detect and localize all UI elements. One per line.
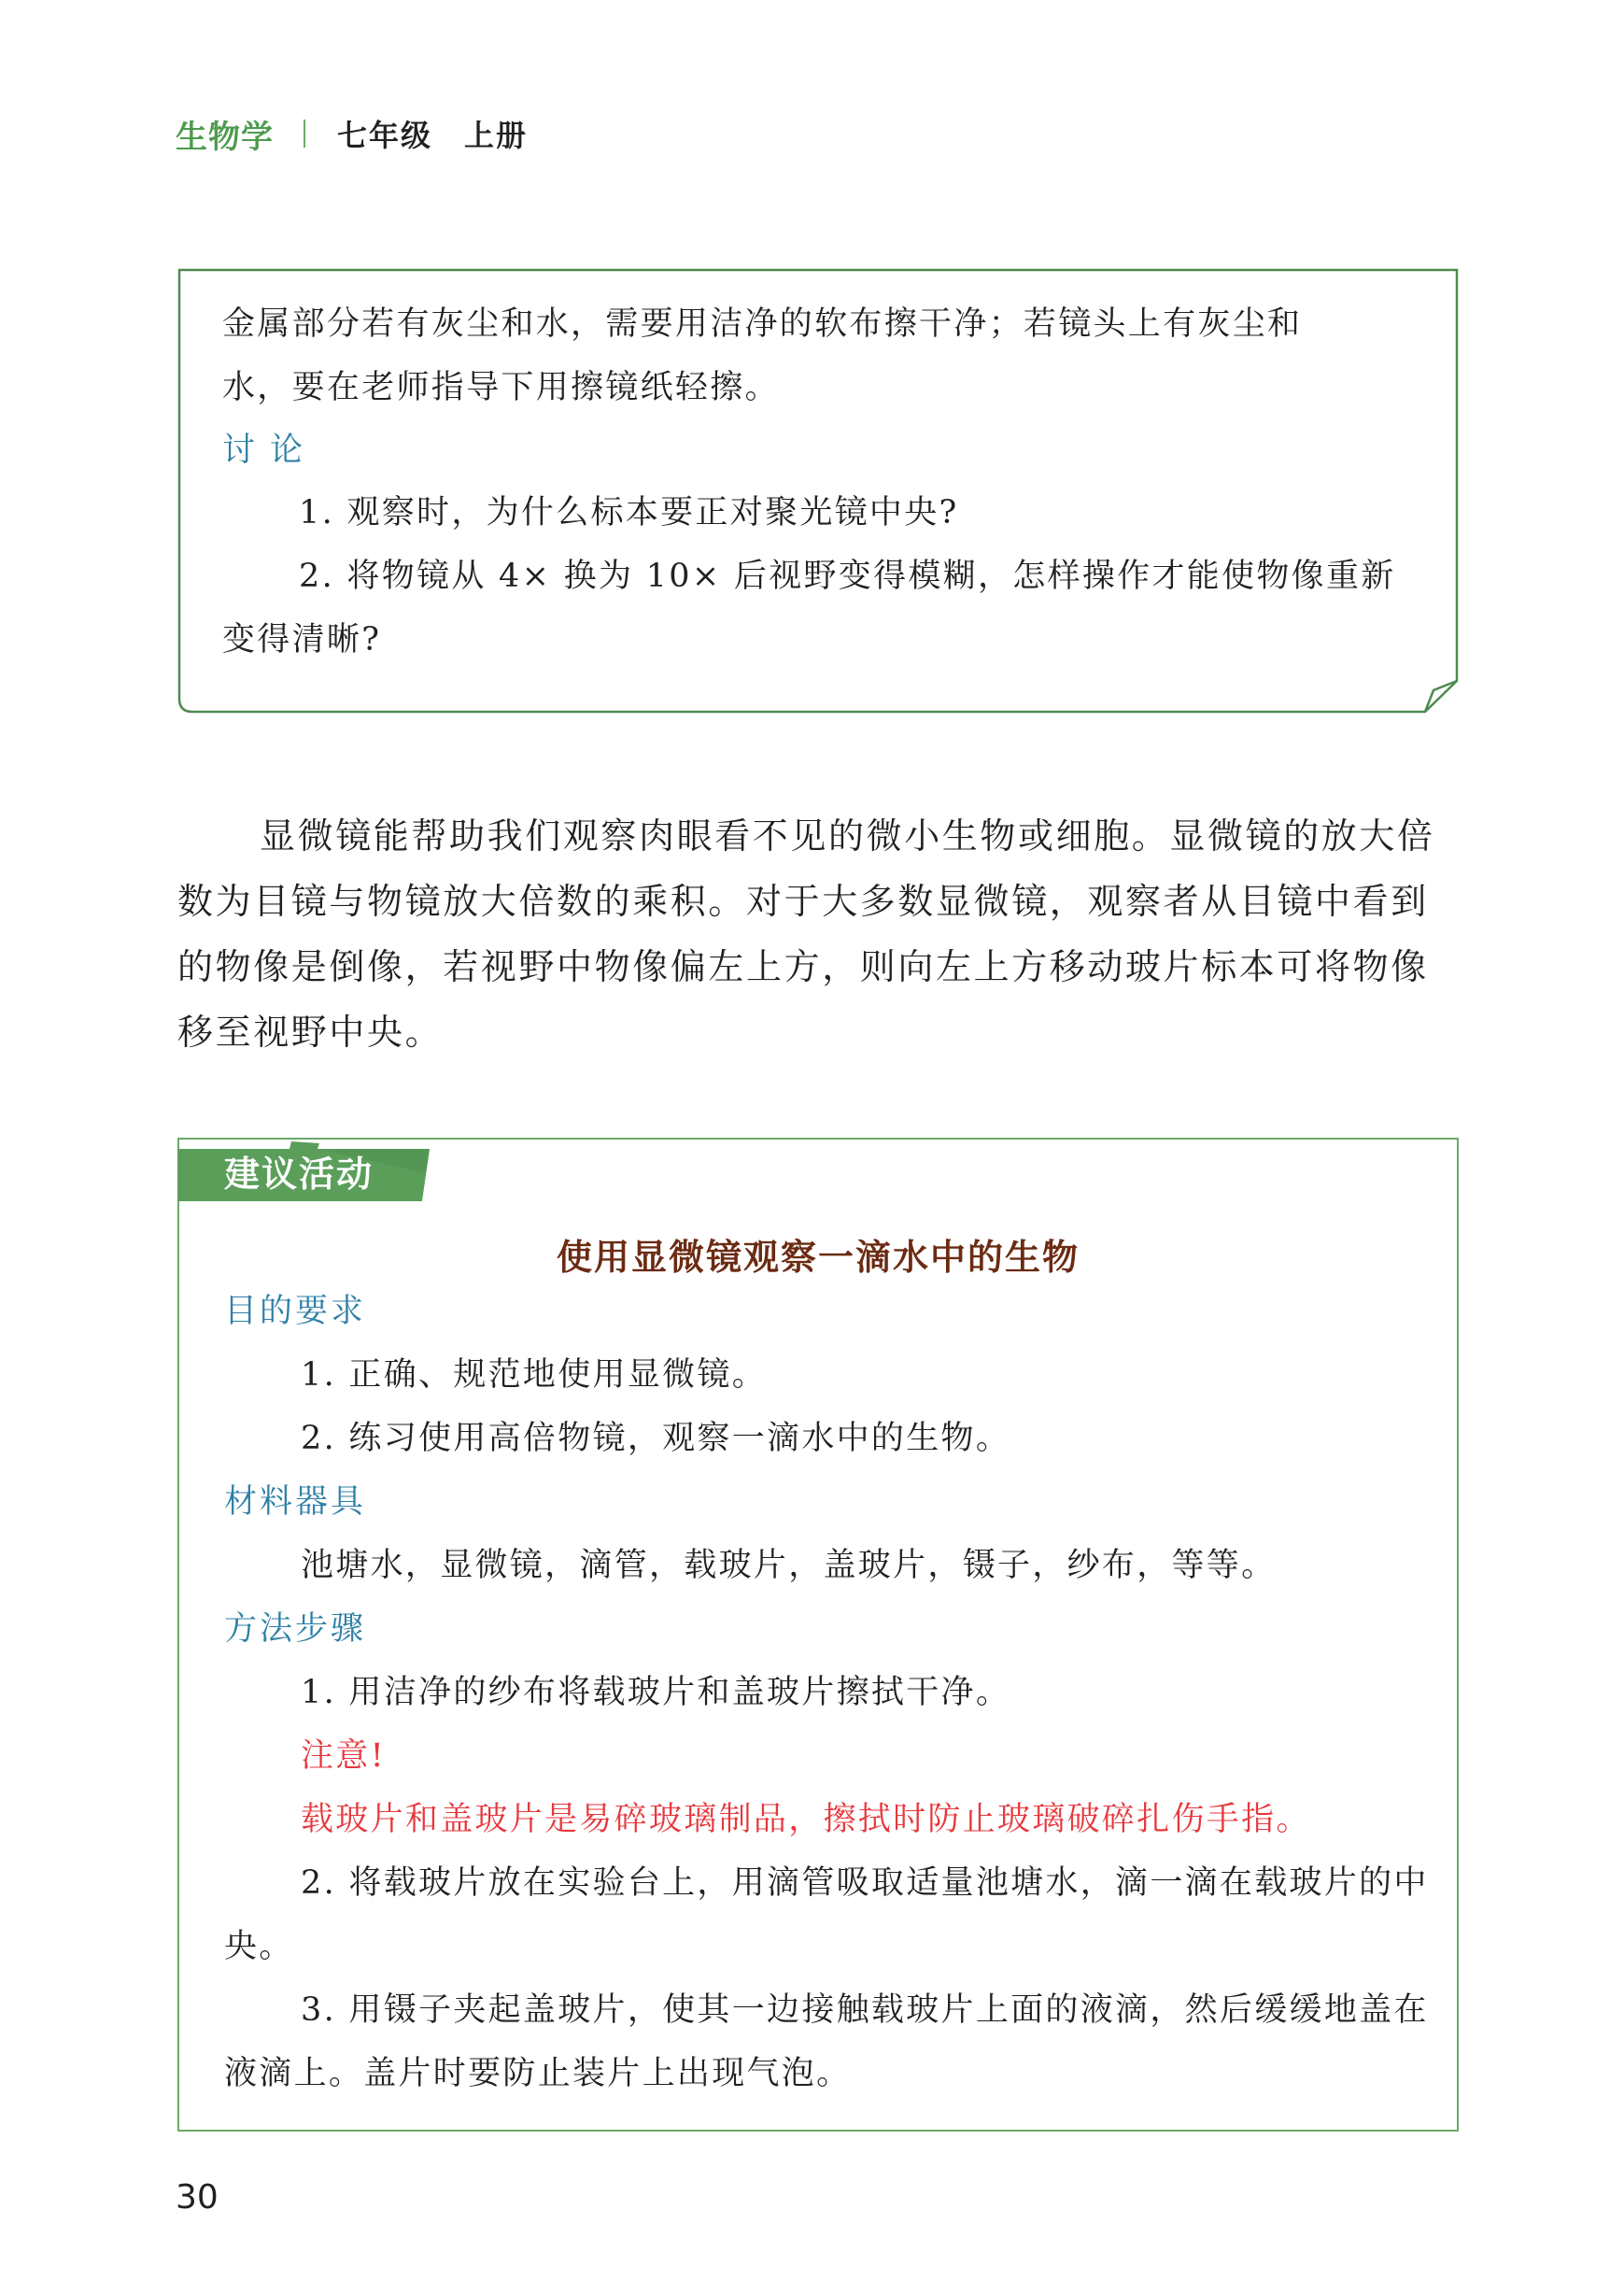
experiment-box-content xyxy=(222,292,1427,672)
page-header xyxy=(176,110,528,157)
activity-tab xyxy=(177,1136,430,1203)
intro-line-1: 金属部分若有灰尘和水，需要用洁净的软布擦干净；若镜头上有灰尘和 xyxy=(222,305,1303,343)
subject-title: 生物学 xyxy=(176,118,274,156)
materials-title: 材料器具 xyxy=(224,1483,367,1521)
question-1: 1. 观察时，为什么标本要正对聚光镜中央? xyxy=(299,494,959,531)
goal-1: 1. 正确、规范地使用显微镜。 xyxy=(301,1356,768,1394)
main-text xyxy=(177,803,1457,1065)
experiment-box xyxy=(177,268,1459,714)
activity-content xyxy=(224,1280,1429,2105)
grade-label: 七年级 上册 xyxy=(337,118,529,153)
activity-title: 使用显微镜观察一滴水中的生物 xyxy=(556,1236,1080,1278)
step-2: 2. 将载玻片放在实验台上，用滴管吸取适量池塘水，滴一滴在载玻片的中央。 xyxy=(224,1864,1429,1965)
intro-line-2: 水，要在老师指导下用擦镜纸轻擦。 xyxy=(222,369,780,406)
question-2: 2. 将物镜从 4× 换为 10× 后视野变得模糊，怎样操作才能使物像重新变得清晰? xyxy=(222,558,1396,659)
warning-title: 注意! xyxy=(301,1737,386,1775)
discussion-title: 讨论 xyxy=(222,432,318,469)
steps-title: 方法步骤 xyxy=(224,1610,367,1648)
page-number: 30 xyxy=(176,2178,219,2217)
warning-text: 载玻片和盖玻片是易碎玻璃制品，擦拭时防止玻璃破碎扎伤手指。 xyxy=(301,1801,1311,1838)
materials-list: 池塘水，显微镜，滴管，载玻片，盖玻片，镊子，纱布，等等。 xyxy=(301,1547,1277,1584)
activity-tab-label: 建议活动 xyxy=(224,1154,374,1195)
header-divider xyxy=(304,120,305,148)
main-paragraph: 显微镜能帮助我们观察肉眼看不见的微小生物或细胞。显微镜的放大倍数为目镜与物镜放大倍数的乘积。对于大多数显微镜，观察者从目镜中看到的物像是倒像，若视野中物像偏左上方，则向左上方移动玻片标本可将物像移至视野中央。 xyxy=(177,815,1435,1053)
step-3: 3. 用镊子夹起盖玻片，使其一边接触载玻片上面的液滴，然后缓缓地盖在液滴上。盖片时要防止装片上出现气泡。 xyxy=(224,1991,1429,2092)
goal-title: 目的要求 xyxy=(224,1293,367,1330)
step-1: 1. 用洁净的纱布将载玻片和盖玻片擦拭干净。 xyxy=(301,1674,1011,1711)
goal-2: 2. 练习使用高倍物镜，观察一滴水中的生物。 xyxy=(301,1420,1011,1457)
activity-box xyxy=(177,1138,1459,2132)
